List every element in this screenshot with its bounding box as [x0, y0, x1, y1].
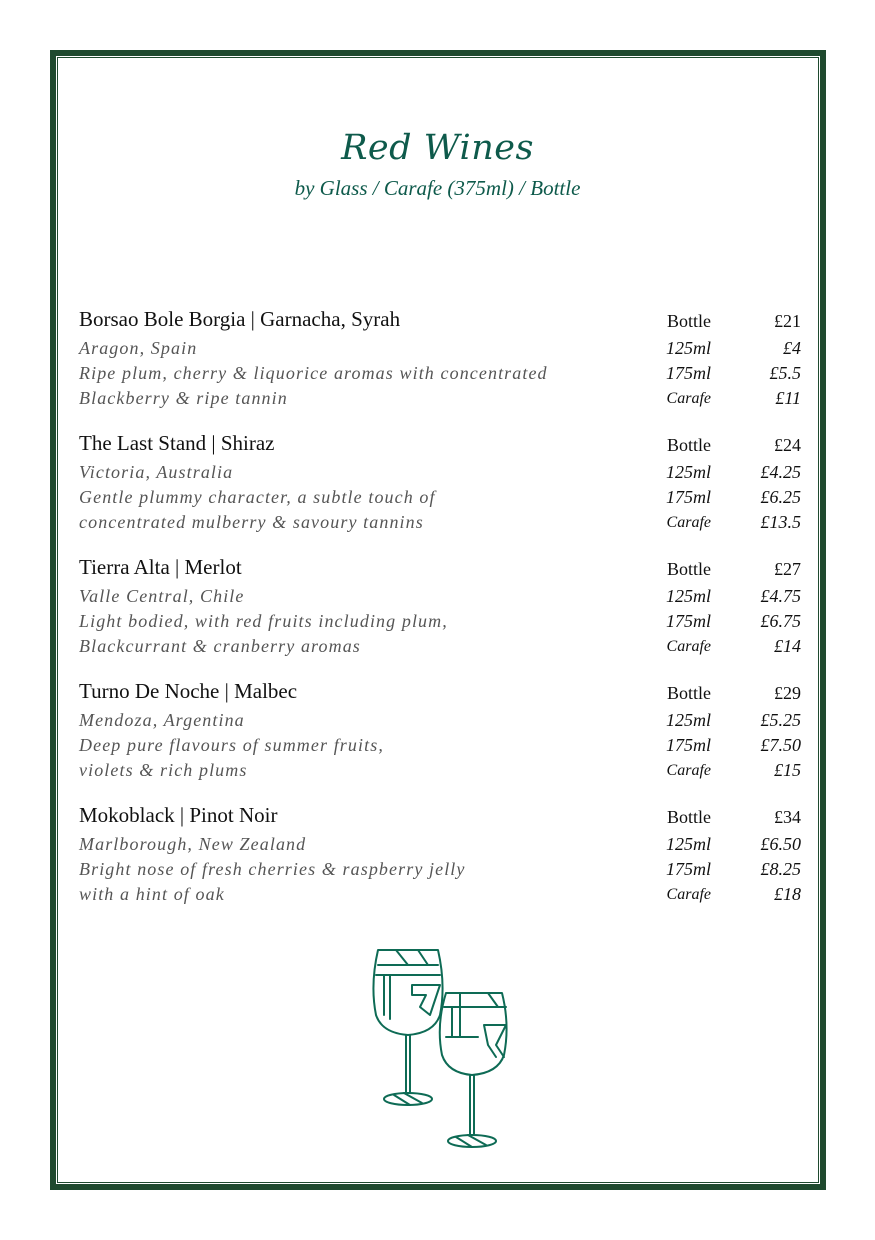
glass-125-price: £4.75	[760, 586, 801, 606]
wine-name: Mokoblack | Pinot Noir	[79, 803, 278, 827]
page-subtitle: by Glass / Carafe (375ml) / Bottle	[294, 176, 581, 200]
glass-175-label: 175ml	[666, 859, 711, 879]
wine-description-line: Light bodied, with red fruits including plum,	[79, 611, 448, 631]
wine-glasses-icon	[360, 945, 520, 1155]
wine-description-line: violets & rich plums	[79, 760, 248, 780]
glass-125-label: 125ml	[666, 462, 711, 482]
bottle-price: £27	[774, 559, 801, 579]
glass-125-label: 125ml	[666, 710, 711, 730]
wine-name: Tierra Alta | Merlot	[79, 555, 242, 579]
bottle-price: £29	[774, 683, 801, 703]
bottle-price: £24	[774, 435, 801, 455]
wine-description-line: Bright nose of fresh cherries & raspberry jelly	[79, 859, 466, 879]
wine-description-line: Blackcurrant & cranberry aromas	[79, 636, 361, 656]
wine-origin: Marlborough, New Zealand	[79, 834, 307, 854]
wine-name: The Last Stand | Shiraz	[79, 431, 275, 455]
glass-175-price: £5.5	[769, 363, 801, 383]
glass-175-label: 175ml	[666, 735, 711, 755]
glass-125-price: £4.25	[760, 462, 801, 482]
bottle-price: £34	[774, 807, 801, 827]
glass-125-label: 125ml	[666, 586, 711, 606]
glass-175-label: 175ml	[666, 611, 711, 631]
carafe-label: Carafe	[666, 514, 711, 531]
wine-origin: Valle Central, Chile	[79, 586, 245, 606]
carafe-label: Carafe	[666, 762, 711, 779]
glass-175-price: £7.50	[760, 735, 801, 755]
page-title: Red Wines	[341, 128, 534, 168]
wine-name: Turno De Noche | Malbec	[79, 679, 298, 703]
wine-description-line: Deep pure flavours of summer fruits,	[79, 735, 384, 755]
glass-175-price: £8.25	[760, 859, 801, 879]
bottle-price: £21	[774, 311, 801, 331]
wine-item	[79, 803, 801, 907]
carafe-label: Carafe	[666, 390, 711, 407]
glass-175-label: 175ml	[666, 487, 711, 507]
bottle-label: Bottle	[667, 683, 711, 703]
wine-description-line: with a hint of oak	[79, 884, 225, 904]
carafe-label: Carafe	[666, 886, 711, 903]
wine-name: Borsao Bole Borgia | Garnacha, Syrah	[79, 307, 401, 331]
glass-175-price: £6.25	[760, 487, 801, 507]
bottle-label: Bottle	[667, 807, 711, 827]
bottle-label: Bottle	[667, 435, 711, 455]
glass-125-label: 125ml	[666, 338, 711, 358]
wine-description-line: Gentle plummy character, a subtle touch of	[79, 487, 436, 507]
carafe-price: £14	[774, 636, 801, 656]
wine-item	[79, 431, 801, 535]
glass-175-label: 175ml	[666, 363, 711, 383]
glass-175-price: £6.75	[760, 611, 801, 631]
carafe-price: £18	[774, 884, 801, 904]
wine-item	[79, 307, 801, 411]
wine-description-line: concentrated mulberry & savoury tannins	[79, 512, 424, 532]
wine-description-line: Blackberry & ripe tannin	[79, 388, 288, 408]
wine-item	[79, 679, 801, 783]
wine-description-line: Ripe plum, cherry & liquorice aromas with concentrated	[79, 363, 548, 383]
glass-125-price: £5.25	[760, 710, 801, 730]
glass-125-price: £4	[783, 338, 801, 358]
wine-origin: Aragon, Spain	[79, 338, 198, 358]
glass-125-price: £6.50	[760, 834, 801, 854]
wine-list	[79, 307, 801, 927]
glass-125-label: 125ml	[666, 834, 711, 854]
carafe-price: £15	[774, 760, 801, 780]
bottle-label: Bottle	[667, 559, 711, 579]
wine-origin: Victoria, Australia	[79, 462, 234, 482]
bottle-label: Bottle	[667, 311, 711, 331]
carafe-label: Carafe	[666, 638, 711, 655]
carafe-price: £13.5	[760, 512, 801, 532]
wine-item	[79, 555, 801, 659]
wine-origin: Mendoza, Argentina	[79, 710, 245, 730]
carafe-price: £11	[775, 388, 801, 408]
